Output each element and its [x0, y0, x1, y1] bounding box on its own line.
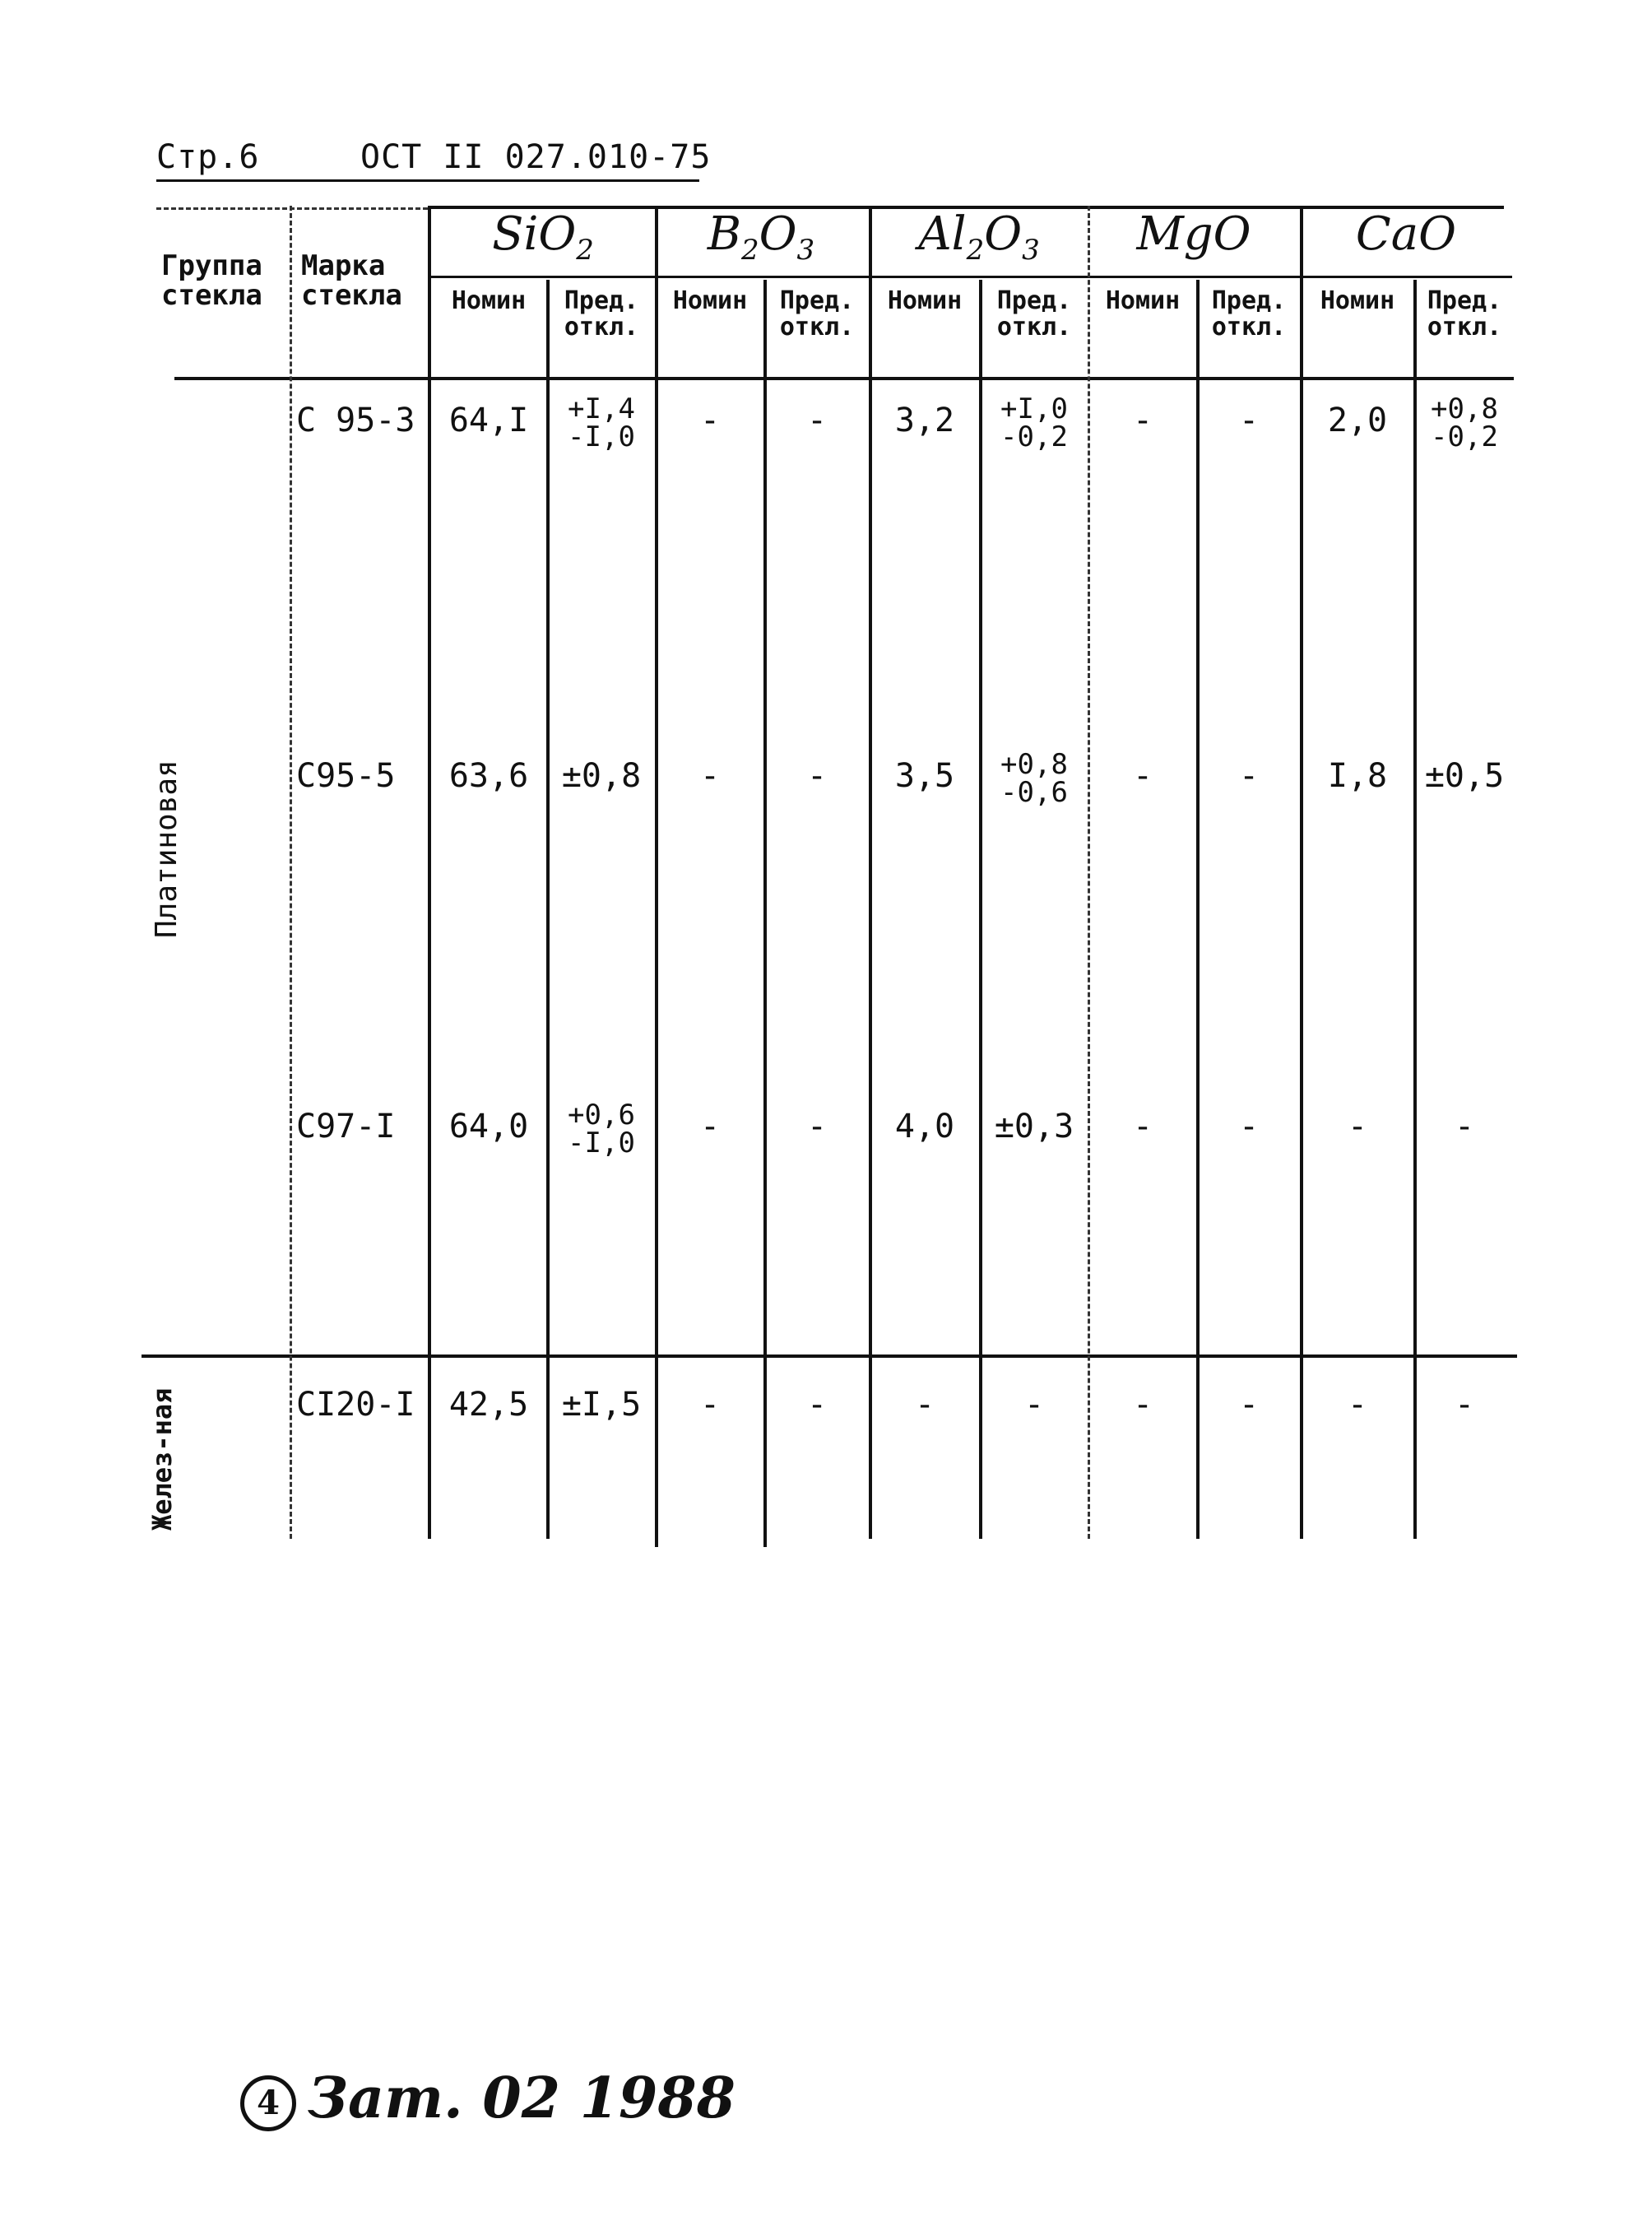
- deviation-cell: ±I,5: [561, 1386, 642, 1424]
- header-glass-grade: Марка стекла: [301, 249, 402, 312]
- subheader-b-nominal: Номин: [672, 286, 748, 315]
- col-border-ca-dev: [1413, 280, 1417, 1539]
- grade-cell: С97-I: [296, 1108, 396, 1145]
- deviation-cell: -: [806, 1108, 828, 1145]
- col-border-b-dev: [763, 280, 767, 1547]
- nominal-cell: -: [1347, 1108, 1368, 1145]
- subheader-b-dev: Пред. откл.: [779, 286, 855, 342]
- oxide-cao: CaO: [1355, 207, 1457, 261]
- deviation-cell: +I,4 -I,0: [568, 393, 635, 453]
- col-border-si-dev: [546, 280, 550, 1539]
- deviation-cell: +0,8 -0,2: [1431, 393, 1498, 453]
- nominal-cell: 3,5: [894, 757, 955, 795]
- oxide-b2o3: $B_2O_3$: [707, 207, 815, 267]
- oxide-al2o3: $Al_2O_3$: [918, 207, 1040, 267]
- nominal-cell: -: [699, 402, 721, 439]
- nominal-cell: -: [699, 757, 721, 795]
- nominal-cell: -: [1132, 757, 1153, 795]
- stamp-circle-number: 4: [240, 2075, 296, 2131]
- deviation-cell: -: [806, 1386, 828, 1424]
- standard-code: ОСТ II 027.010-75: [360, 138, 712, 176]
- deviation-cell: +0,6 -I,0: [568, 1099, 635, 1159]
- nominal-cell: -: [1132, 402, 1153, 439]
- nominal-cell: 64,I: [448, 402, 529, 439]
- deviation-cell: -: [1238, 402, 1260, 439]
- oxide-mgo: MgO: [1136, 207, 1251, 261]
- oxide-sio2: SiO$_2$: [492, 207, 594, 267]
- nominal-cell: 64,0: [448, 1108, 529, 1145]
- subheader-si-nominal: Номин: [451, 286, 527, 315]
- nominal-cell: -: [914, 1386, 935, 1424]
- col-border-grade: [428, 206, 431, 1539]
- nominal-cell: -: [1132, 1108, 1153, 1145]
- revision-stamp: [240, 2065, 736, 2131]
- deviation-cell: +I,0 -0,2: [1000, 393, 1068, 453]
- deviation-cell: -: [1454, 1386, 1475, 1424]
- col-border-group: [290, 206, 292, 1539]
- deviation-cell: -: [1238, 1108, 1260, 1145]
- nominal-cell: -: [699, 1108, 721, 1145]
- subheader-mg-dev: Пред. откл.: [1211, 286, 1287, 342]
- group-iron: Желез-ная: [146, 1387, 178, 1531]
- group-separator-rule: [142, 1354, 1517, 1358]
- deviation-cell: ±0,8: [561, 757, 642, 795]
- nominal-cell: 2,0: [1327, 402, 1388, 439]
- deviation-cell: -: [806, 402, 828, 439]
- nominal-cell: 63,6: [448, 757, 529, 795]
- subheader-mg-nominal: Номин: [1105, 286, 1181, 315]
- nominal-cell: I,8: [1327, 757, 1388, 795]
- nominal-cell: 3,2: [894, 402, 955, 439]
- subheader-ca-dev: Пред. откл.: [1427, 286, 1502, 342]
- deviation-cell: +0,8 -0,6: [1000, 748, 1068, 809]
- col-border-mg-dev: [1196, 280, 1200, 1539]
- grade-cell: СI20-I: [296, 1386, 415, 1424]
- group-platinum: Платиновая: [150, 760, 183, 938]
- subheader-si-dev: Пред. откл.: [564, 286, 639, 342]
- oxide-header-rule: [428, 276, 1512, 278]
- col-border-al-dev: [979, 280, 982, 1539]
- nominal-cell: -: [1132, 1386, 1153, 1424]
- col-border-mg: [1088, 206, 1090, 1539]
- page-number: Стр.6: [156, 138, 260, 176]
- nominal-cell: 42,5: [448, 1386, 529, 1424]
- deviation-cell: -: [806, 757, 828, 795]
- deviation-cell: -: [1023, 1386, 1045, 1424]
- header-bottom-rule: [174, 377, 1514, 380]
- header-glass-group: Группа стекла: [161, 249, 262, 312]
- table-top-rule: [156, 207, 428, 210]
- deviation-cell: -: [1454, 1108, 1475, 1145]
- deviation-cell: ±0,3: [994, 1108, 1074, 1145]
- grade-cell: С 95-3: [296, 402, 415, 439]
- stamp-text: Зam. 02 1988: [308, 2065, 736, 2131]
- subheader-al-nominal: Номин: [887, 286, 963, 315]
- subheader-al-dev: Пред. откл.: [996, 286, 1072, 342]
- nominal-cell: -: [1347, 1386, 1368, 1424]
- nominal-cell: -: [699, 1386, 721, 1424]
- grade-cell: С95-5: [296, 757, 396, 795]
- deviation-cell: -: [1238, 757, 1260, 795]
- deviation-cell: ±0,5: [1424, 757, 1505, 795]
- deviation-cell: -: [1238, 1386, 1260, 1424]
- subheader-ca-nominal: Номин: [1320, 286, 1395, 315]
- header-underline: [156, 179, 699, 182]
- nominal-cell: 4,0: [894, 1108, 955, 1145]
